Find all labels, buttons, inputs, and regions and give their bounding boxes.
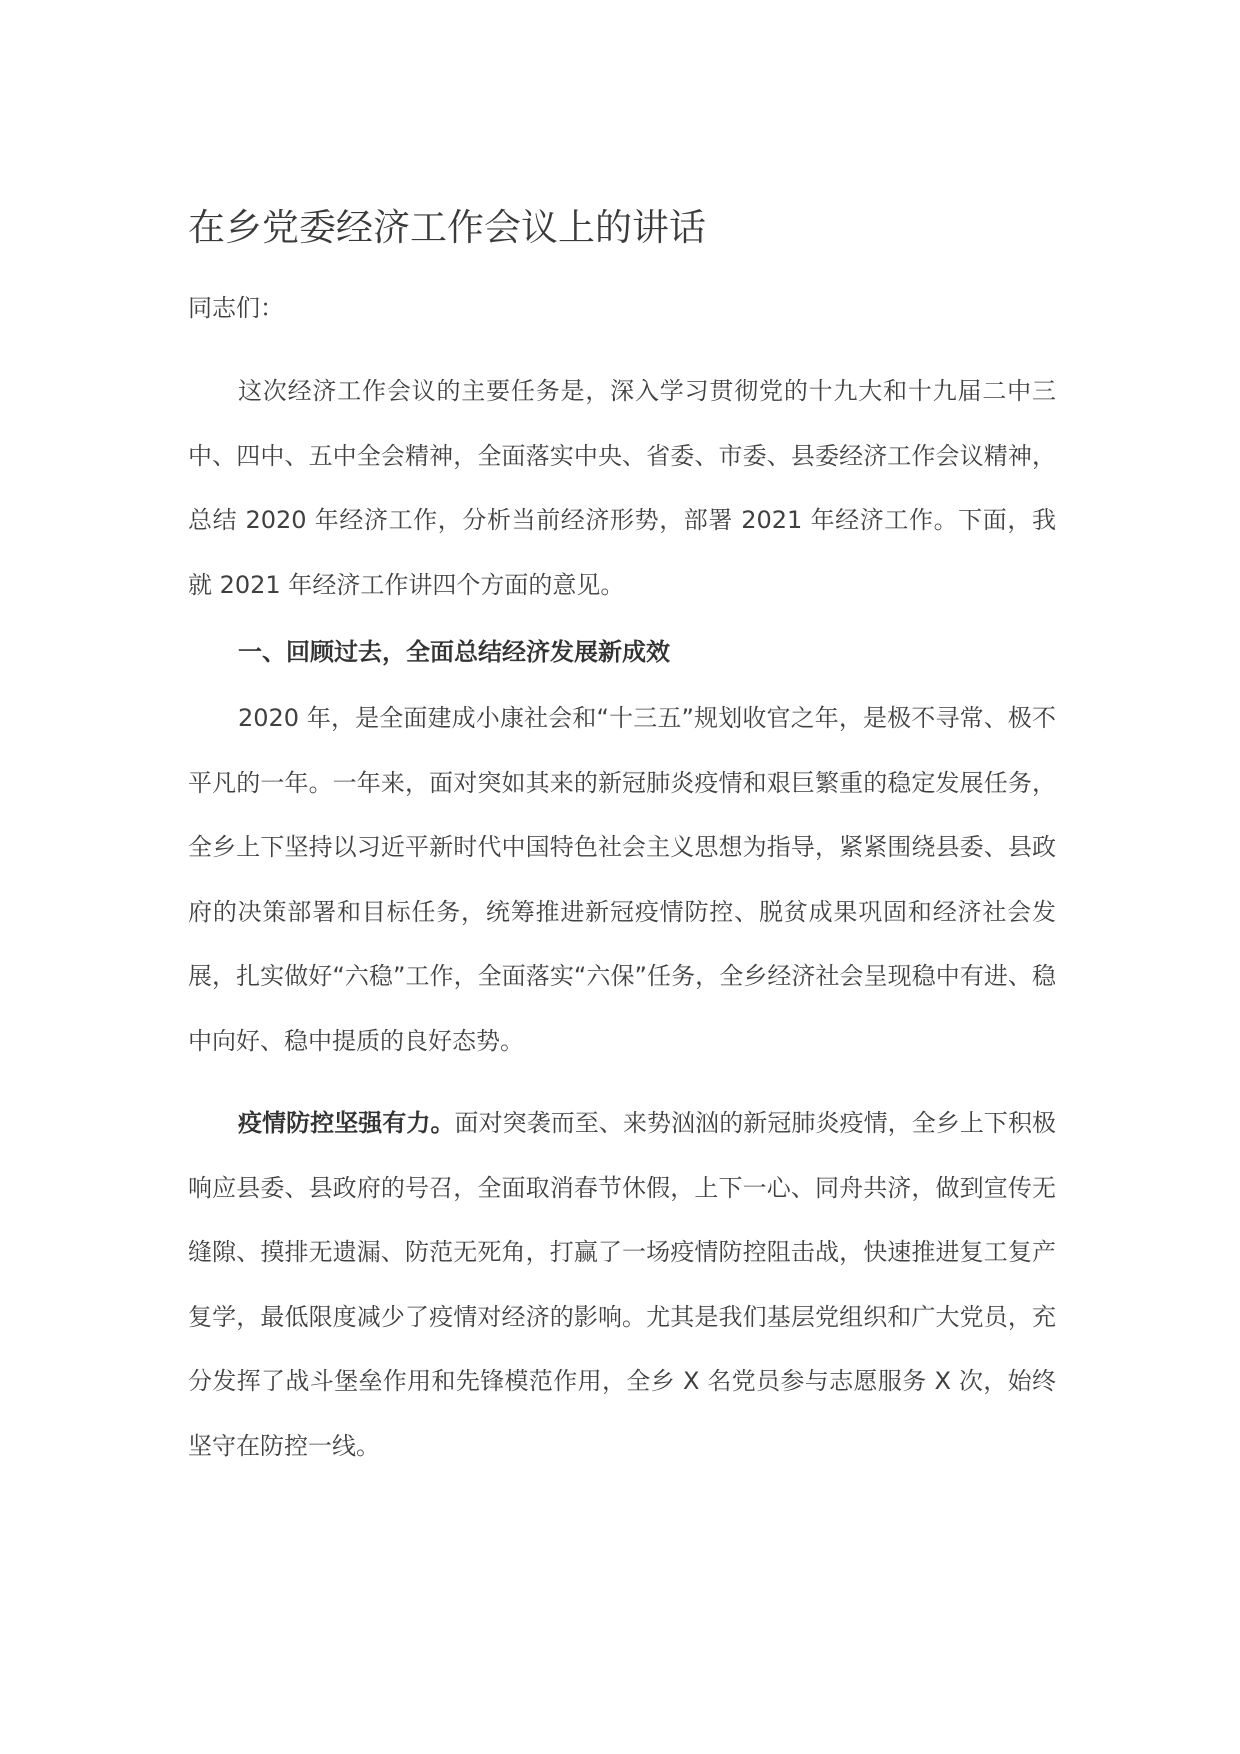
paragraph-body-text: 面对突袭而至、来势汹汹的新冠肺炎疫情，全乡上下积极响应县委、县政府的号召，全面取消春节休假，上下一心、同舟共济，做到宣传无缝隙、摸排无遗漏、防范无死角，打赢了一场疫情防控阻击战，快速推进复工复产复学，最低限度减少了疫情对经济的影响。尤其是我们基层党组织和广大党员，充分发挥了战斗堡垒作用和先锋模范作用，全乡 X 名党员参与志愿服务 X 次，始终坚守在防控一线。 [188, 1109, 1056, 1460]
salutation: 同志们： [188, 294, 284, 322]
document-title: 在乡党委经济工作会议上的讲话 [188, 206, 706, 249]
paragraph-epidemic-control [188, 1091, 1056, 1478]
paragraph-review: 2020 年，是全面建成小康社会和“十三五”规划收官之年，是极不寻常、极不平凡的一年。一年来，面对突如其来的新冠肺炎疫情和艰巨繁重的稳定发展任务，全乡上下坚持以习近平新时代中国特色社会主义思想为指导，紧紧围绕县委、县政府的决策部署和目标任务，统筹推进新冠疫情防控、脱贫成果巩固和经济社会发展，扎实做好“六稳”工作，全面落实“六保”任务，全乡经济社会呈现稳中有进、稳中向好、稳中提质的良好态势。 [188, 704, 1056, 1055]
paragraph-intro: 这次经济工作会议的主要任务是，深入学习贯彻党的十九大和十九届二中三中、四中、五中全会精神，全面落实中央、省委、市委、县委经济工作会议精神，总结 2020 年经济工作，分析当前经济形势，部署 2021 年经济工作。下面，我就 2021 年经济工作讲四个方面的意见。 [188, 377, 1056, 599]
paragraph-lead-text: 疫情防控坚强有力。 [238, 1109, 455, 1137]
section-heading-review: 一、回顾过去，全面总结经济发展新成效 [238, 638, 670, 666]
